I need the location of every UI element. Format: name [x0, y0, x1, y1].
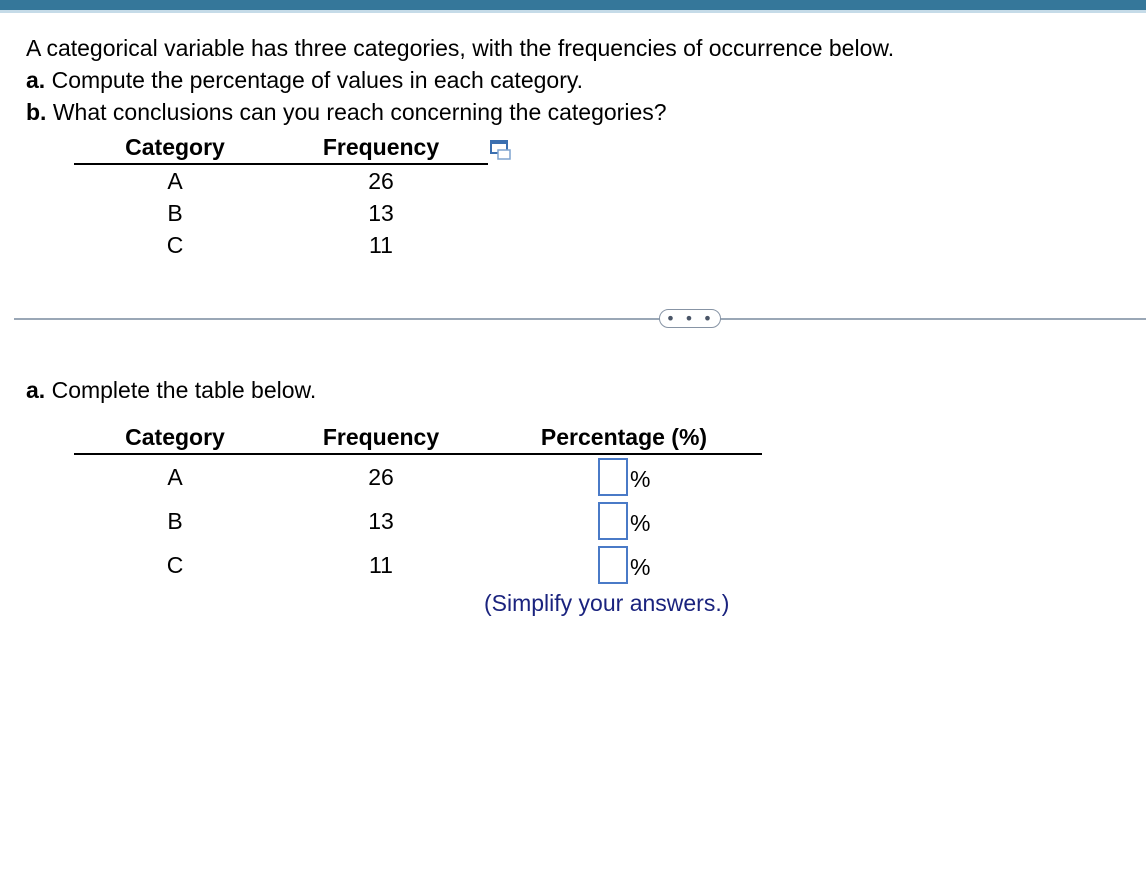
part-a-instruction [26, 376, 316, 404]
copy-table-icon[interactable] [489, 139, 513, 161]
top-header-bar [0, 0, 1146, 10]
question-part-a-text: Compute the percentage of values in each category. [51, 67, 584, 93]
question-part-a [26, 66, 583, 94]
given-row-c-category: C [166, 232, 184, 258]
percent-sign-a: % [630, 466, 651, 492]
percent-input-a[interactable] [598, 458, 628, 496]
answer-row-c-category: C [166, 552, 184, 578]
more-options-button[interactable]: • • • [659, 309, 721, 328]
simplify-hint: (Simplify your answers.) [484, 590, 730, 616]
answer-row-b-category: B [167, 508, 183, 534]
given-header-category: Category [125, 134, 225, 160]
given-row-c-frequency: 11 [369, 232, 393, 258]
given-row-a-category: A [167, 168, 183, 194]
given-row-a-frequency: 26 [368, 168, 394, 194]
answer-row-a-category: A [167, 464, 183, 490]
answer-row-a-frequency: 26 [368, 464, 394, 490]
question-part-a-label: a. [26, 67, 46, 93]
percent-sign-c: % [630, 554, 651, 580]
section-separator [14, 318, 1146, 320]
given-header-frequency: Frequency [322, 134, 440, 160]
given-row-b-category: B [167, 200, 183, 226]
question-intro: A categorical variable has three categories, with the frequencies of occurrence below. [26, 35, 895, 61]
top-header-bar-edge [0, 10, 1146, 13]
question-part-b-label: b. [26, 99, 47, 125]
answer-header-frequency: Frequency [322, 424, 440, 450]
percent-input-c[interactable] [598, 546, 628, 584]
answer-header-category: Category [125, 424, 225, 450]
percent-input-b[interactable] [598, 502, 628, 540]
answer-header-rule [74, 453, 762, 455]
part-a-label: a. [26, 377, 46, 403]
answer-header-percentage: Percentage (%) [540, 424, 708, 450]
given-header-rule [74, 163, 488, 165]
percent-sign-b: % [630, 510, 651, 536]
given-row-b-frequency: 13 [368, 200, 394, 226]
part-a-text: Complete the table below. [51, 377, 317, 403]
answer-row-c-frequency: 11 [369, 552, 393, 578]
question-part-b-text: What conclusions can you reach concerning the categories? [52, 99, 667, 125]
question-part-b [26, 98, 667, 126]
answer-row-b-frequency: 13 [368, 508, 394, 534]
